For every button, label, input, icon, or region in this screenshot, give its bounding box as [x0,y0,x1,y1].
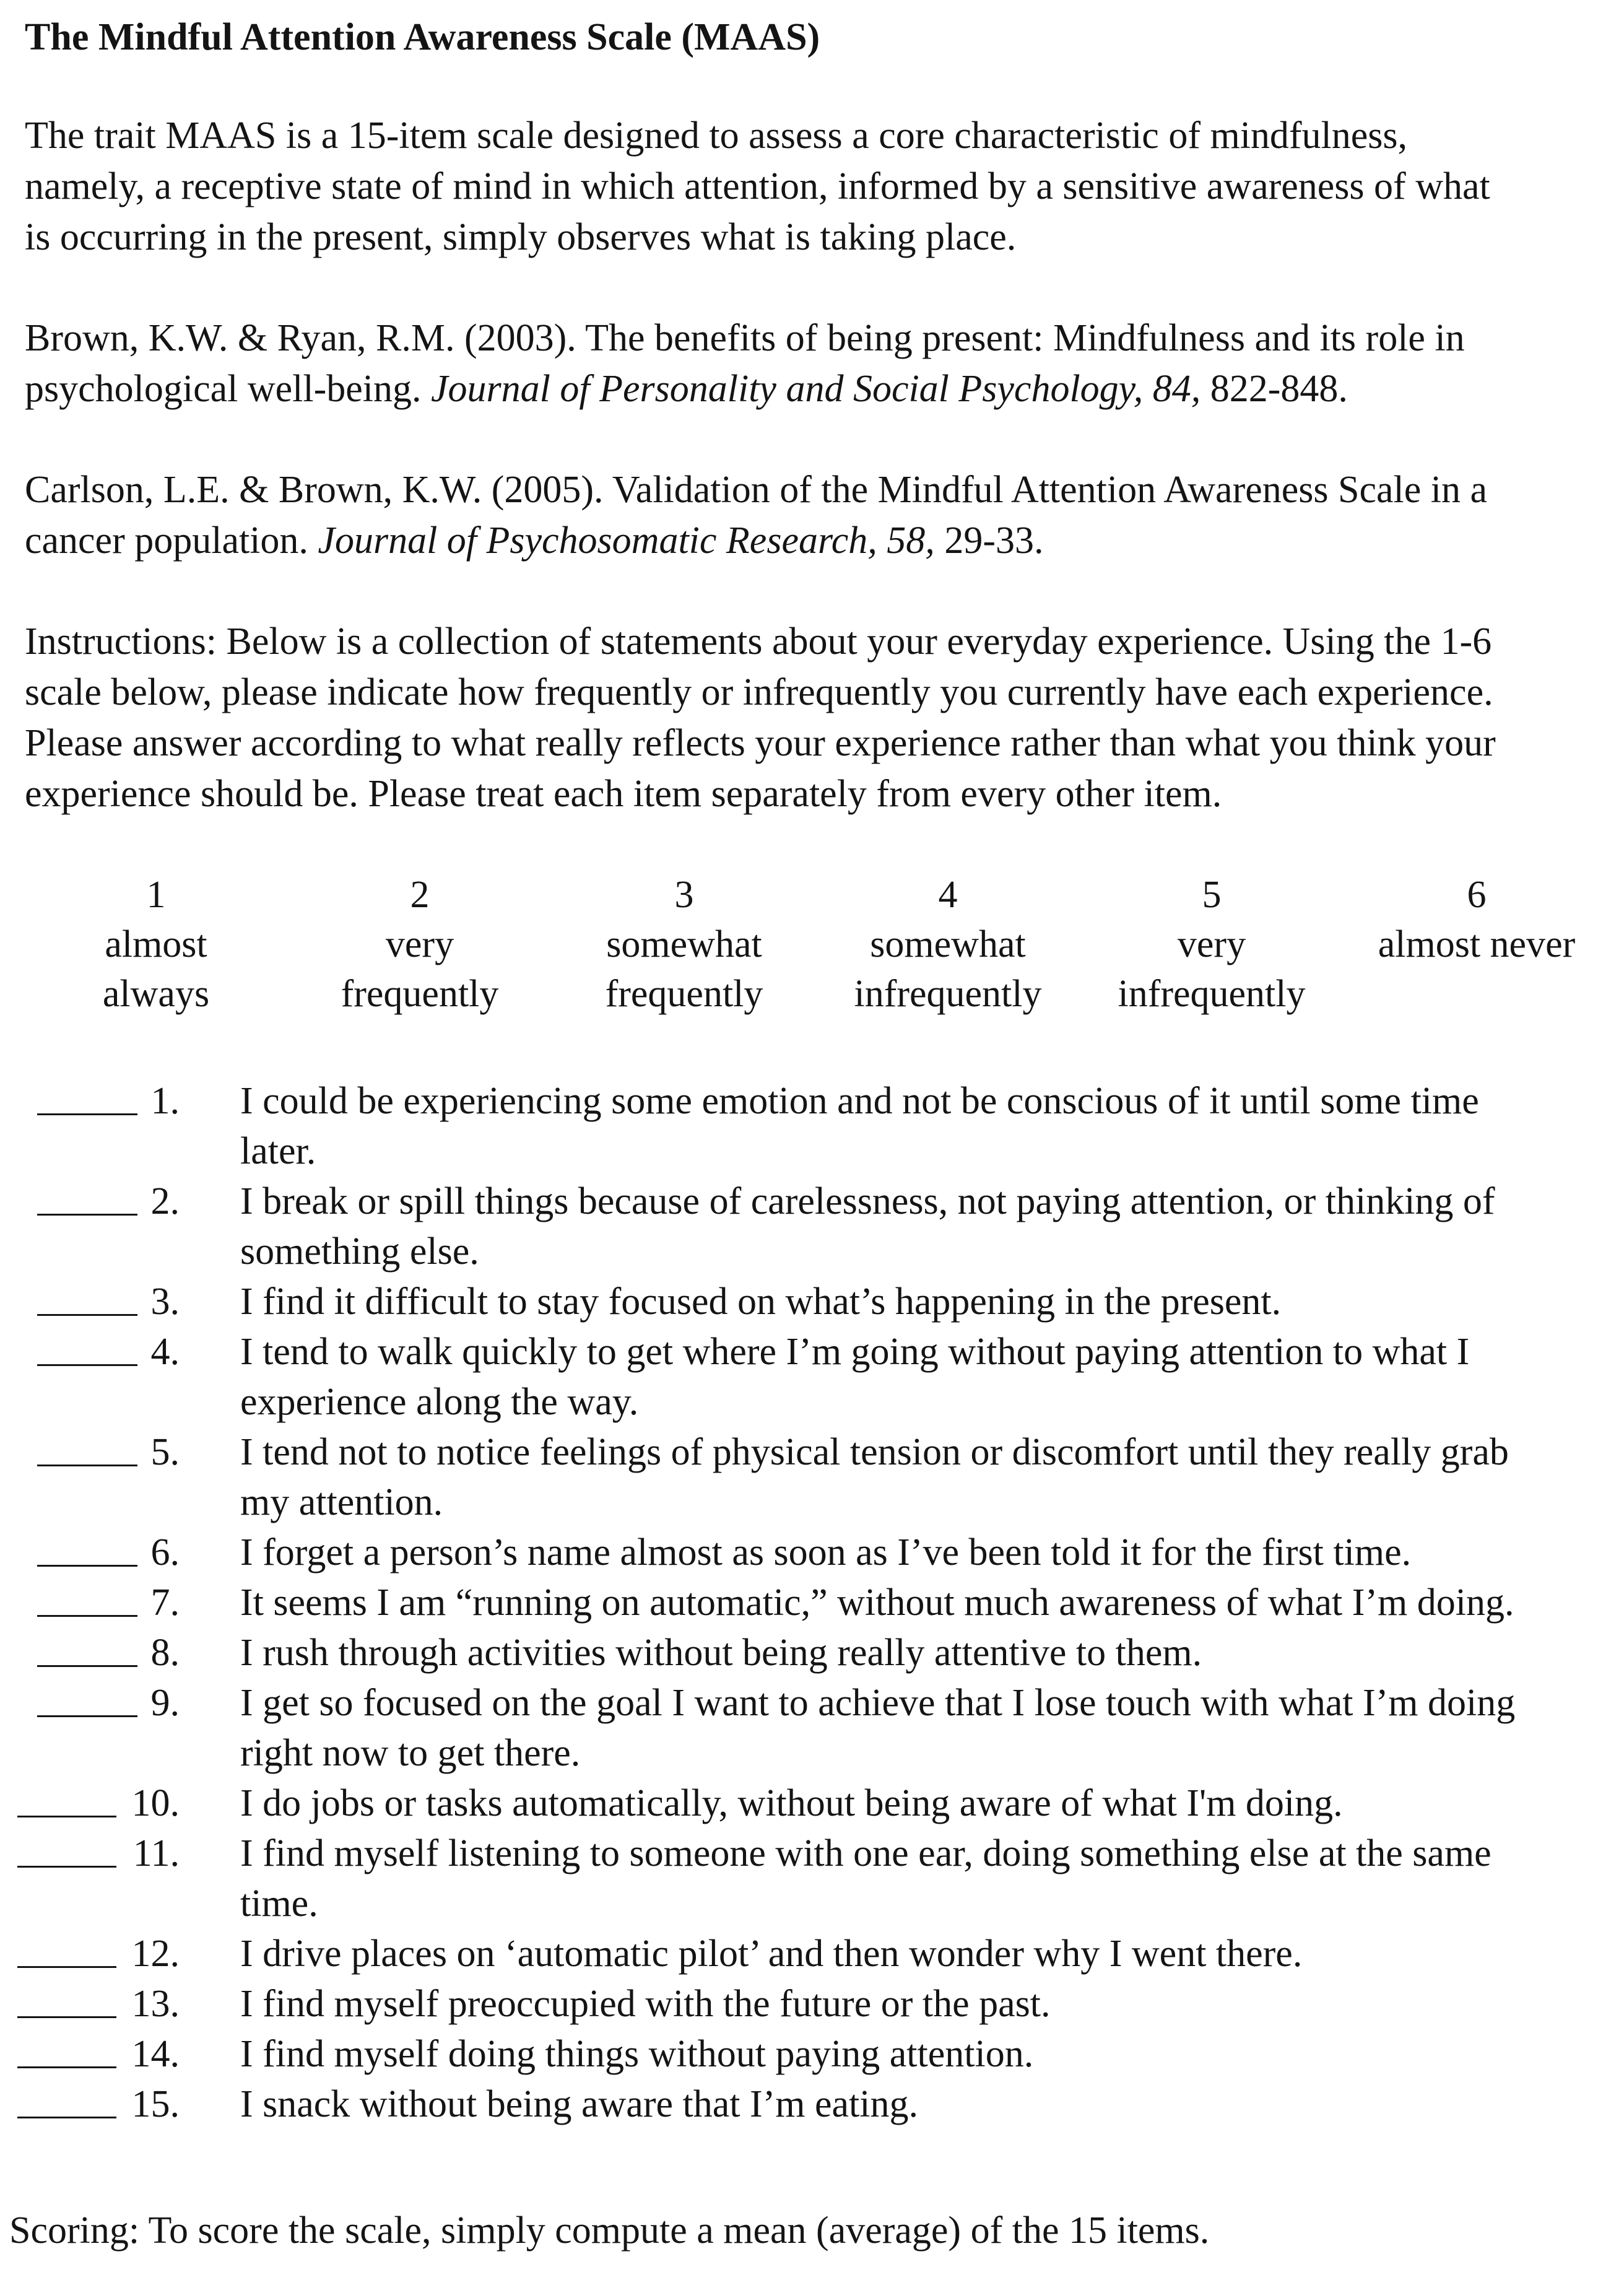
scale-description [25,110,1610,263]
instructions-line: Please answer according to what really reflects your experience rather than what you think your [25,722,1496,764]
item-number: 9. [150,1682,180,1724]
list-item [0,1578,1624,1628]
item-number: 15. [131,2083,180,2125]
scale-option-4 [818,870,1078,1019]
reference-line: Brown, K.W. & Ryan, R.M. (2003). The benefits of being present: Mindfulness and its role in [25,317,1465,359]
reference-line: Carlson, L.E. & Brown, K.W. (2005). Validation of the Mindful Attention Awareness Scale in a [25,469,1488,511]
response-blank[interactable] [37,1327,137,1366]
reference-text: psychological well-being. [25,368,431,410]
item-text-line: I forget a person’s name almost as soon as I’ve been told it for the first time. [240,1531,1412,1573]
item-number: 12. [131,1933,180,1975]
response-blank[interactable] [17,2079,116,2118]
scale-label: infrequently [854,973,1042,1015]
item-text-line: I find myself preoccupied with the future or the past. [240,1983,1051,2025]
reference-brown-ryan [25,313,1610,414]
list-item [0,2079,1624,2130]
response-blank[interactable] [17,1929,116,1968]
item-text-line: I find myself doing things without paying attention. [240,2033,1034,2075]
item-text [240,2079,1618,2130]
item-text-line: I tend not to notice feelings of physical tension or discomfort until they really grab [240,1431,1509,1473]
item-number: 14. [131,2033,180,2075]
item-text [240,1528,1618,1578]
item-text-line: my attention. [240,1481,443,1523]
reference-pages: 822-848. [1201,368,1348,410]
list-item [0,1528,1624,1578]
list-item [0,1277,1624,1327]
scale-option-3 [554,870,814,1019]
scale-number: 4 [938,874,958,916]
page-title: The Mindful Attention Awareness Scale (MAAS) [25,16,820,58]
item-text-line: I do jobs or tasks automatically, without being aware of what I'm doing. [240,1782,1343,1824]
item-number: 1. [150,1080,180,1122]
response-blank[interactable] [37,1628,137,1667]
journal-name: Journal of Personality and Social Psychology, 84, [431,368,1201,410]
item-text [240,1628,1618,1678]
scale-label: very [385,923,454,965]
response-blank[interactable] [17,2029,116,2068]
instructions-line: experience should be. Please treat each item separately from every other item. [25,773,1222,815]
scale-option-2 [290,870,550,1019]
reference-line [25,515,1610,566]
description-line: namely, a receptive state of mind in which attention, informed by a sensitive awareness of what [25,165,1490,207]
scale-label: very [1177,923,1246,965]
item-text [240,1829,1618,1929]
item-text [240,1076,1618,1177]
item-number: 6. [150,1531,180,1573]
reference-carlson-brown [25,464,1610,566]
item-list [0,1076,1624,2130]
item-text-line: something else. [240,1230,479,1273]
response-blank[interactable] [37,1277,137,1316]
journal-name: Journal of Psychosomatic Research, 58, [318,520,935,562]
item-number: 5. [150,1431,180,1473]
scale-label: always [102,973,210,1015]
scale-number: 1 [146,874,166,916]
scale-number: 2 [410,874,430,916]
response-blank[interactable] [17,1979,116,2018]
description-line: The trait MAAS is a 15-item scale designed to assess a core characteristic of mindfulness, [25,115,1408,157]
instructions-line: scale below, please indicate how frequently or infrequently you currently have each experience. [25,671,1493,713]
instructions [25,616,1610,819]
scale-option-5 [1082,870,1342,1019]
item-number: 11. [132,1832,180,1874]
scale-option-1 [26,870,286,1019]
scale-label: almost never [1378,923,1576,965]
list-item [0,1628,1624,1678]
item-text [240,2029,1618,2079]
response-blank[interactable] [37,1177,137,1216]
item-text-line: I tend to walk quickly to get where I’m going without paying attention to what I [240,1331,1470,1373]
item-text-line: experience along the way. [240,1381,639,1423]
item-text-line: I rush through activities without being really attentive to them. [240,1632,1202,1674]
response-blank[interactable] [37,1076,137,1115]
list-item [0,1929,1624,1979]
reference-line [25,363,1610,414]
list-item [0,1076,1624,1177]
description-line: is occurring in the present, simply observes what is taking place. [25,216,1017,258]
item-text [240,1578,1618,1628]
response-blank[interactable] [17,1778,116,1817]
list-item [0,1177,1624,1277]
item-text-line: time. [240,1882,318,1925]
response-blank[interactable] [37,1528,137,1567]
item-number: 7. [150,1582,180,1624]
scale-label: almost [105,923,207,965]
list-item [0,1678,1624,1778]
item-number: 2. [150,1180,180,1222]
item-text-line: I could be experiencing some emotion and not be conscious of it until some time [240,1080,1479,1122]
scale-number: 6 [1467,874,1487,916]
response-blank[interactable] [17,1829,116,1868]
reference-pages: 29-33. [934,520,1044,562]
scale-label: somewhat [870,923,1026,965]
list-item [0,2029,1624,2079]
scoring-instructions: Scoring: To score the scale, simply compute a mean (average) of the 15 items. [9,2209,1210,2252]
item-text [240,1678,1618,1778]
list-item [0,1427,1624,1528]
item-text-line: I get so focused on the goal I want to achieve that I lose touch with what I’m doing [240,1682,1516,1724]
scale-label: infrequently [1118,973,1306,1015]
response-scale [0,870,1624,1031]
item-text-line: I drive places on ‘automatic pilot’ and then wonder why I went there. [240,1933,1303,1975]
item-text [240,1778,1618,1829]
list-item [0,1979,1624,2029]
item-text-line: It seems I am “running on automatic,” without much awareness of what I’m doing. [240,1582,1514,1624]
response-blank[interactable] [37,1578,137,1617]
scale-number: 3 [674,874,694,916]
scale-label: frequently [605,973,763,1015]
item-text [240,1979,1618,2029]
item-text [240,1327,1618,1427]
item-text [240,1427,1618,1528]
item-number: 10. [131,1782,180,1824]
reference-text: cancer population. [25,520,318,562]
instructions-line: Instructions: Below is a collection of statements about your everyday experience. Using the 1-6 [25,620,1492,663]
response-blank[interactable] [37,1678,137,1717]
scale-option-6 [1347,870,1607,969]
item-text [240,1929,1618,1979]
item-text-line: I break or spill things because of carelessness, not paying attention, or thinking of [240,1180,1495,1222]
list-item [0,1829,1624,1929]
scale-label: somewhat [606,923,762,965]
list-item [0,1327,1624,1427]
item-number: 3. [150,1281,180,1323]
item-number: 4. [150,1331,180,1373]
item-text-line: I find it difficult to stay focused on what’s happening in the present. [240,1281,1282,1323]
item-text-line: I snack without being aware that I’m eating. [240,2083,918,2125]
scale-label: frequently [341,973,499,1015]
item-number: 8. [150,1632,180,1674]
item-text-line: right now to get there. [240,1732,581,1774]
item-number: 13. [131,1983,180,2025]
scale-number: 5 [1202,874,1222,916]
item-text [240,1177,1618,1277]
list-item [0,1778,1624,1829]
item-text-line: I find myself listening to someone with one ear, doing something else at the same [240,1832,1492,1874]
item-text-line: later. [240,1130,316,1172]
item-text [240,1277,1618,1327]
response-blank[interactable] [37,1427,137,1466]
